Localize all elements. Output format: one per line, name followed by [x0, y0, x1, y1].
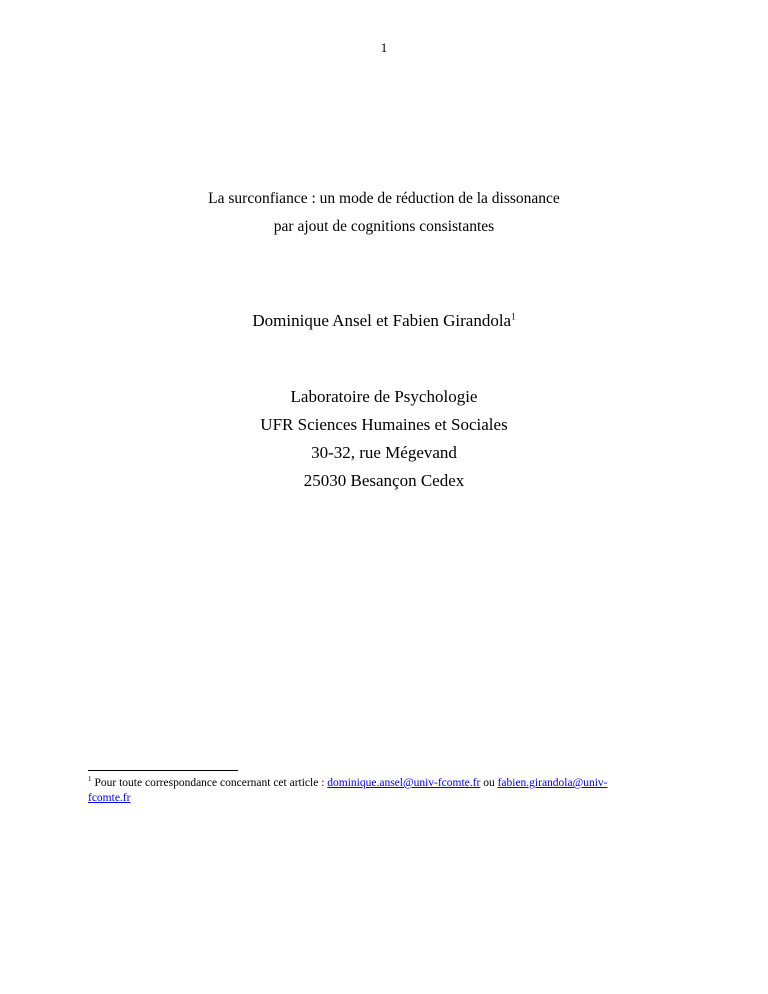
authors — [0, 310, 768, 332]
affiliation-line-3: 30-32, rue Mégevand — [311, 443, 457, 462]
author-names: Dominique Ansel et Fabien Girandola — [252, 311, 512, 330]
title-line-1: La surconfiance : un mode de réduction de la dissonance — [208, 190, 560, 207]
footnote-mark: 1 — [88, 775, 92, 784]
author-footnote-mark: 1 — [511, 311, 516, 322]
affiliation-line-2: UFR Sciences Humaines et Sociales — [260, 415, 508, 434]
email-link-girandola-part2[interactable]: fcomte.fr — [88, 792, 131, 804]
affiliation-line-4: 25030 Besançon Cedex — [303, 471, 465, 490]
title-line-2: par ajout de cognitions consistantes — [273, 218, 495, 235]
footnote-separator-text: ou — [480, 777, 498, 789]
footnote-text: Pour toute correspondance concernant cet article : — [94, 777, 328, 789]
email-link-girandola-part1[interactable]: fabien.girandola@univ- — [497, 777, 608, 789]
page-number: 1 — [380, 40, 388, 55]
footnote — [88, 776, 688, 806]
email-link-ansel[interactable]: dominique.ansel@univ-fcomte.fr — [327, 777, 481, 789]
footnote-separator — [88, 770, 238, 771]
affiliation-line-1: Laboratoire de Psychologie — [290, 387, 478, 406]
